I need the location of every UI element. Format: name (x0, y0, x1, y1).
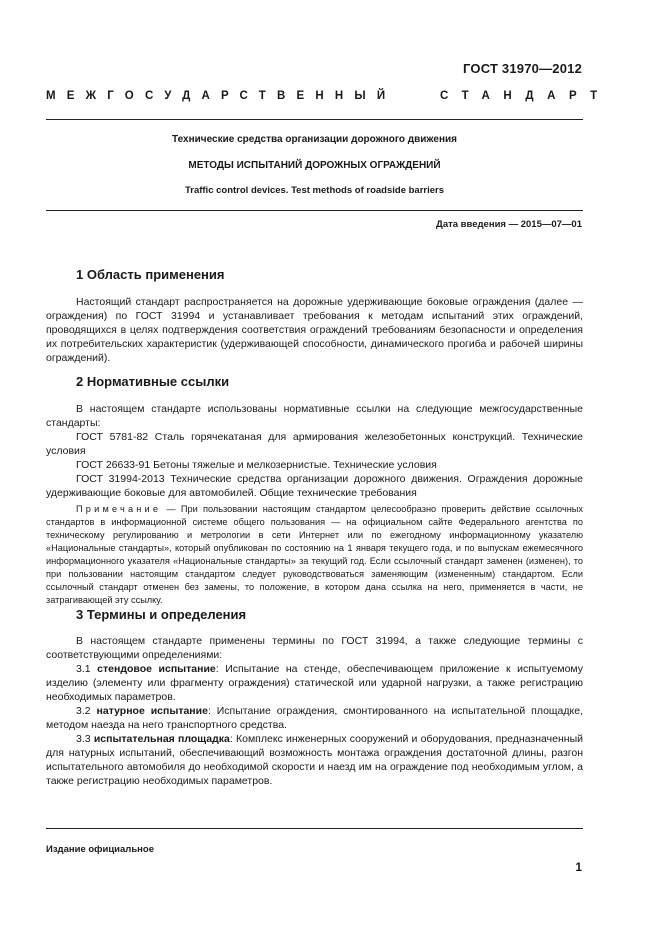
section-3-heading: 3 Термины и определения (76, 607, 247, 622)
official-edition-label: Издание официальное (46, 844, 154, 855)
subject-title: Технические средства организации дорожного движения (172, 134, 457, 145)
section-1-paragraph: Настоящий стандарт распространяется на дорожные удерживающие боковые ограждения (далее — ограждения) по ГОСТ 31994 и устанавливает требования к методам испытаний этих ограждений, проводящихся в целях подтверждения соответствия ограждений требованиям безопасности и определения их потребительских характеристик (удерживающей способности, динамического прогиба и рабочей ширины ограждений). (46, 296, 583, 364)
term-name: стендовое испытание (97, 663, 216, 675)
term-text: : Испытание ограждения, смонтированного на испытательной площадке, методом наезда на него транспортного средства. (46, 705, 583, 731)
english-title: Traffic control devices. Test methods of roadside barriers (184, 185, 445, 196)
note-label: Примечание (76, 504, 162, 514)
introduction-date: Дата введения — 2015—07—01 (436, 219, 582, 230)
section-2-text (46, 402, 583, 500)
standard-label-interstate: МЕЖГОСУДАРСТВЕННЫЙ (46, 90, 397, 102)
term-number: 3.3 (76, 733, 91, 745)
title-divider (46, 210, 583, 211)
section-3-intro: В настоящем стандарте применены термины по ГОСТ 31994, а также следующие термины с соответствующими определениями: (46, 635, 583, 661)
footer-divider (46, 828, 583, 829)
term-name: испытательная площадка (93, 733, 230, 745)
term-number: 3.1 (76, 663, 91, 675)
term-number: 3.2 (76, 705, 91, 717)
top-divider (46, 119, 583, 120)
standard-label-standard: СТАНДАРТ (440, 90, 611, 102)
reference-item: ГОСТ 26633-91 Бетоны тяжелые и мелкозернистые. Технические условия (76, 459, 437, 471)
section-2-heading: 2 Нормативные ссылки (76, 374, 230, 389)
term-name: натурное испытание (96, 705, 208, 717)
section-3-text (46, 634, 583, 788)
term-definition (46, 732, 583, 788)
term-definition (46, 662, 583, 704)
section-2-intro: В настоящем стандарте использованы нормативные ссылки на следующие межгосударственные стандарты: (46, 403, 583, 429)
document-title: МЕТОДЫ ИСПЫТАНИЙ ДОРОЖНЫХ ОГРАЖДЕНИЙ (188, 160, 441, 171)
reference-item: ГОСТ 31994-2013 Технические средства организации дорожного движения. Ограждения дорожные удерживающие боковые для автомобилей. Общие технические требования (46, 473, 583, 499)
section-1-heading: 1 Область применения (76, 267, 225, 282)
reference-item: ГОСТ 5781-82 Сталь горячекатаная для армирования железобетонных конструкций. Технические условия (46, 431, 583, 457)
note-text: — При пользовании настоящим стандартом целесообразно проверить действие ссылочных стандартов в информационной системе общего пользования — на официальном сайте Федерального агентства по техническому регулированию и метрологии в сети Интернет или по ежегодному информационному указателю «Национальные стандарты», который опубликован по состоянию на 1 января текущего года, и по выпускам ежемесячного информационного указателя «Национальные стандарты» за текущий год. Если ссылочный стандарт заменен (изменен), то при пользовании настоящим стандартом следует руководствоваться заменяющим (измененным) стандартом. Если ссылочный стандарт отменен без замены, то положение, в котором дана ссылка на него, применяется в части, не затрагивающей эту ссылку. (46, 504, 583, 605)
gost-number: ГОСТ 31970—2012 (463, 61, 582, 76)
term-text: : Комплекс инженерных сооружений и оборудования, предназначенный для натурных испытаний, обеспечивающий возможность монтажа ограждения достаточной длины, разгон испытательного автомобиля до необходимой скорости и наезд им на ограждение под необходимым углом, а также регистрацию необходимых параметров. (46, 733, 583, 787)
page-number: 1 (575, 860, 582, 874)
section-1-text (46, 295, 583, 365)
term-definition (46, 704, 583, 732)
term-text: : Испытание на стенде, обеспечивающем приложение к испытуемому изделию (элементу или фрагменту ограждения) статической или ударной нагрузки, а также регистрацию необходимых параметров. (46, 663, 584, 703)
section-2-note (46, 503, 583, 607)
